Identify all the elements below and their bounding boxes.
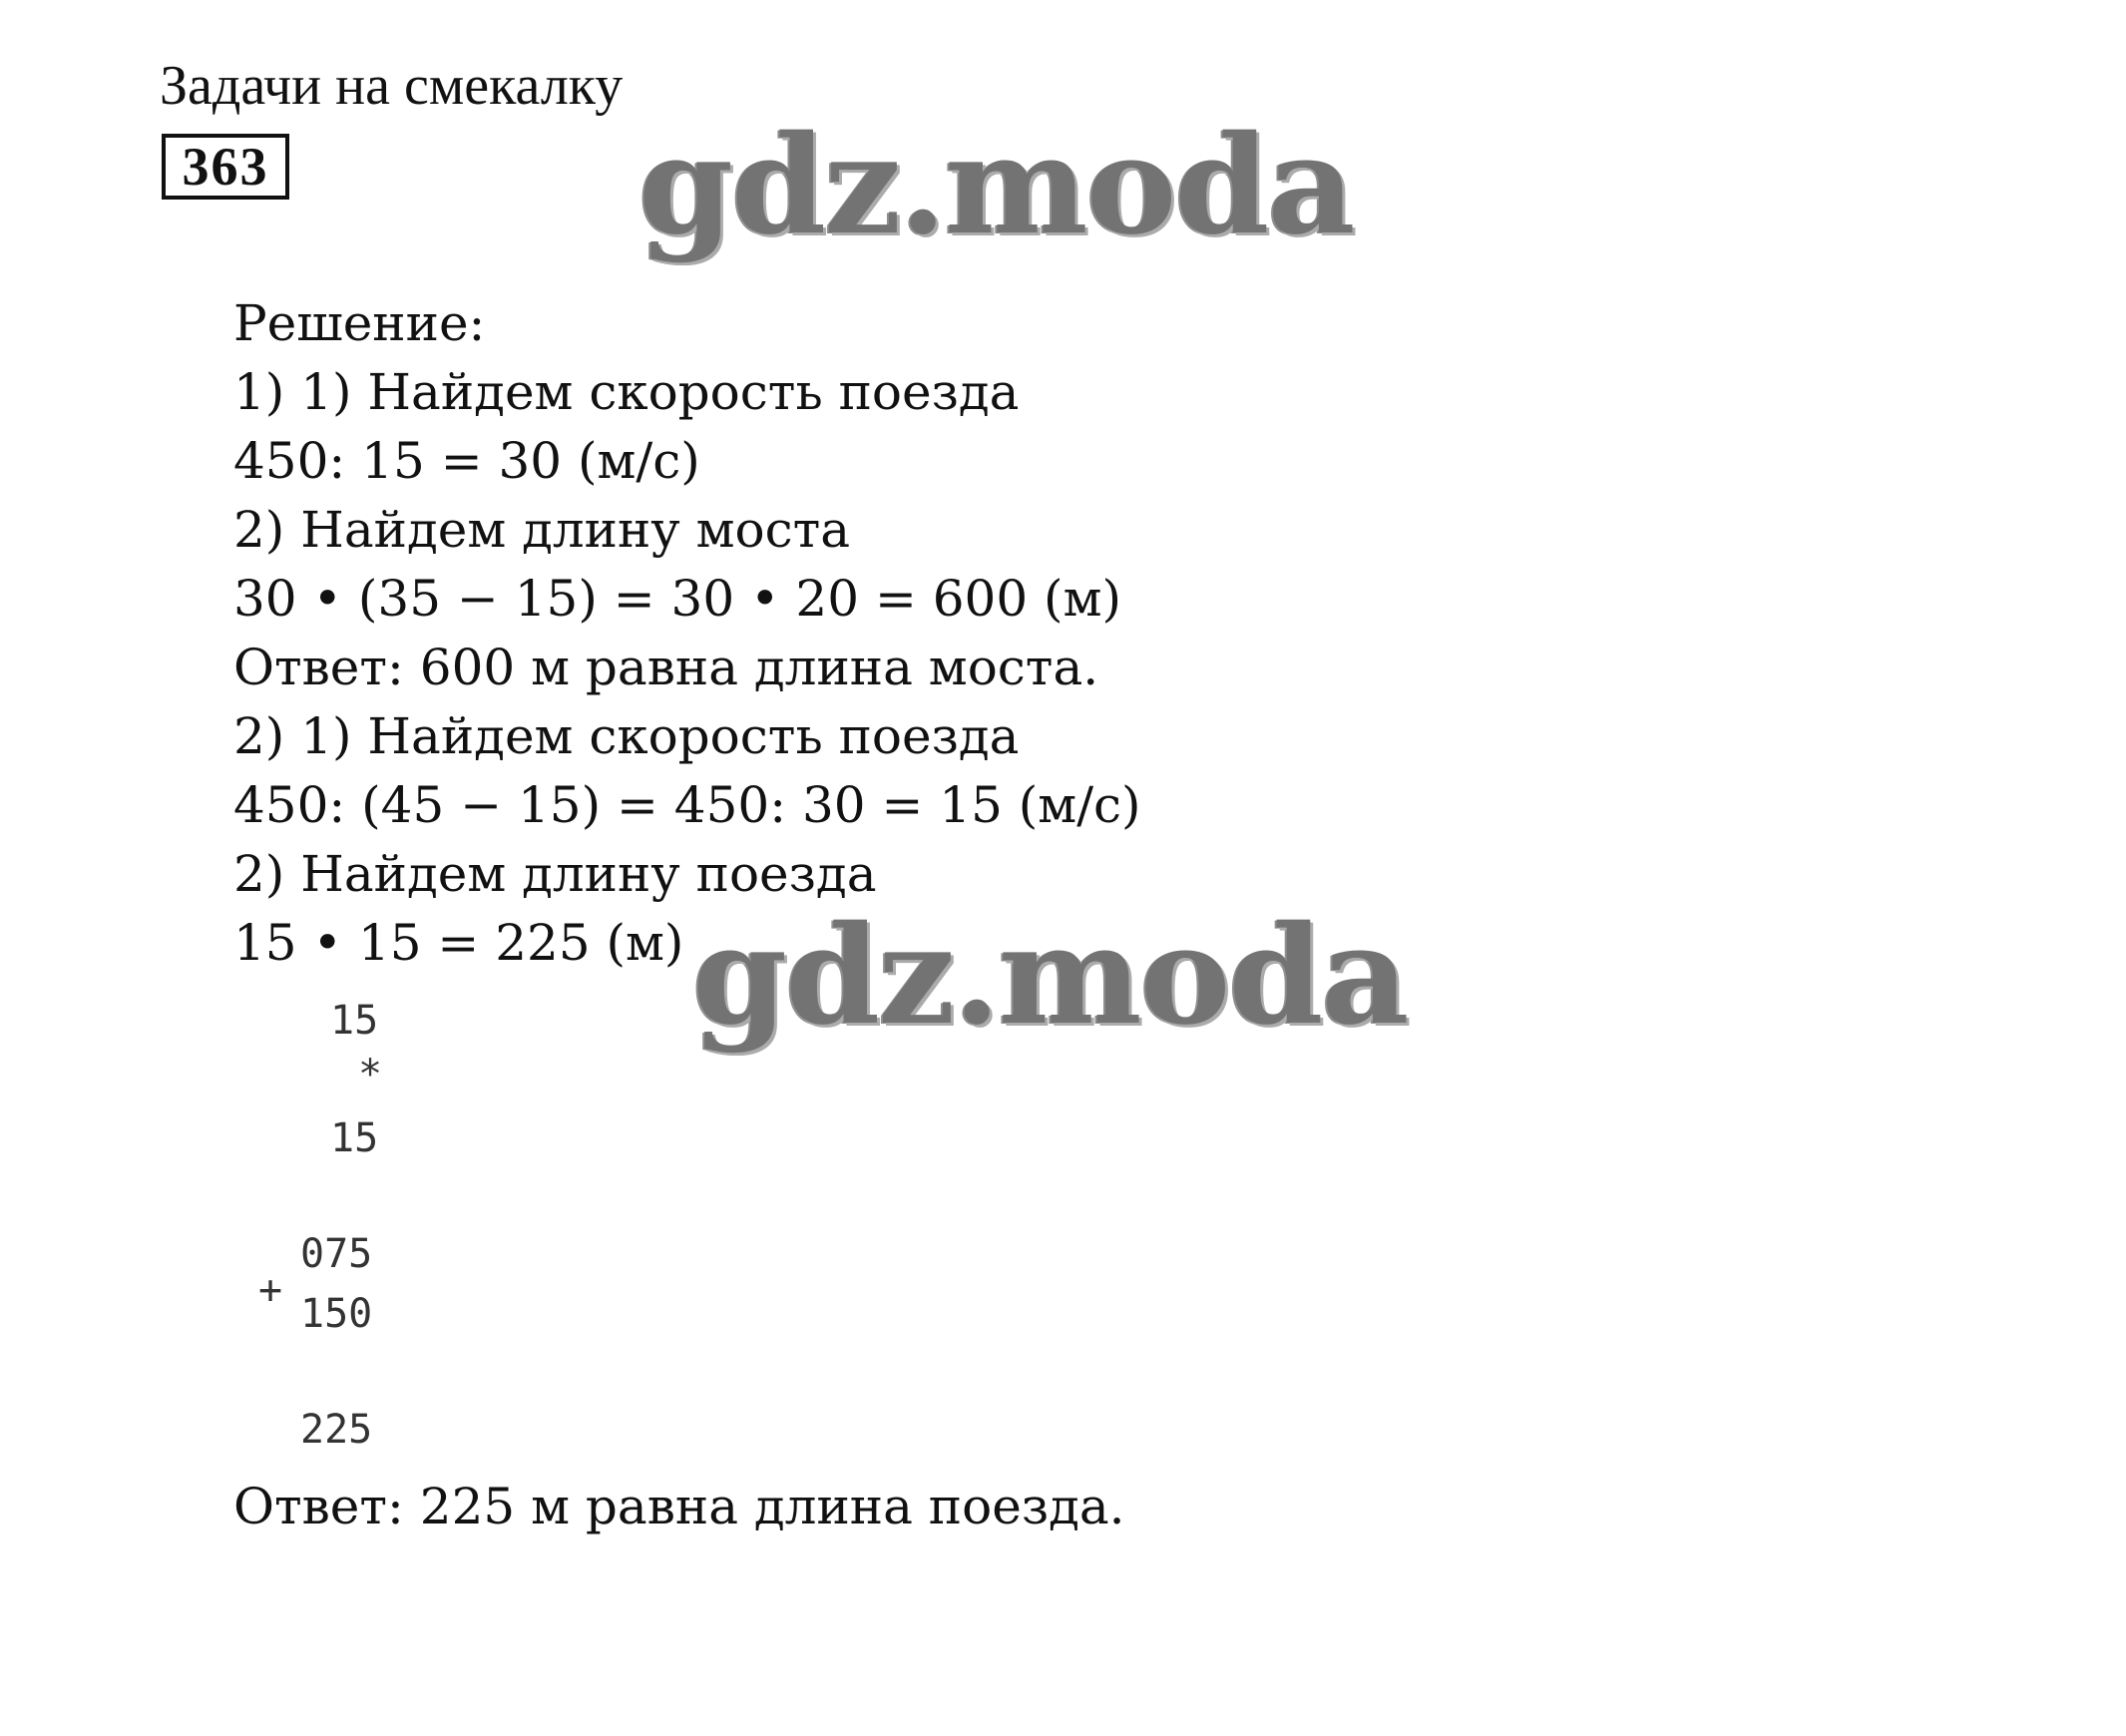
multiplier: 15 [330, 1115, 379, 1161]
solution-line: 30 • (35 − 15) = 30 • 20 = 600 (м) [233, 570, 1121, 628]
plus-sign: + [258, 1267, 283, 1313]
solution-line: 450: (45 − 15) = 450: 30 = 15 (м/с) [233, 776, 1141, 834]
solution-line: 15 • 15 = 225 (м) [233, 914, 684, 972]
section-title: Задачи на смекалку [160, 55, 624, 117]
watermark-top: gdz.moda [638, 106, 1354, 265]
product-result: 225 [300, 1407, 373, 1453]
solution-line: 1) 1) Найдем скорость поезда [233, 363, 1020, 421]
solution-line: 2) Найдем длину моста [233, 501, 851, 559]
answer-line: Ответ: 600 м равна длина моста. [233, 639, 1099, 696]
solution-line: 450: 15 = 30 (м/с) [233, 432, 700, 490]
times-sign: * [358, 1052, 383, 1097]
solution-text [233, 289, 1141, 978]
multiplicand: 15 [330, 998, 379, 1044]
task-number-badge: 363 [162, 134, 289, 200]
partial-product-1: 075 [300, 1231, 373, 1277]
partial-product-2: 150 [300, 1291, 373, 1337]
watermark-middle: gdz.moda [692, 896, 1408, 1056]
solution-line: 2) Найдем длину поезда [233, 845, 877, 903]
solution-line: 2) 1) Найдем скорость поезда [233, 707, 1020, 765]
solution-heading: Решение: [233, 294, 486, 352]
final-answer: Ответ: 225 м равна длина поезда. [233, 1478, 1125, 1535]
